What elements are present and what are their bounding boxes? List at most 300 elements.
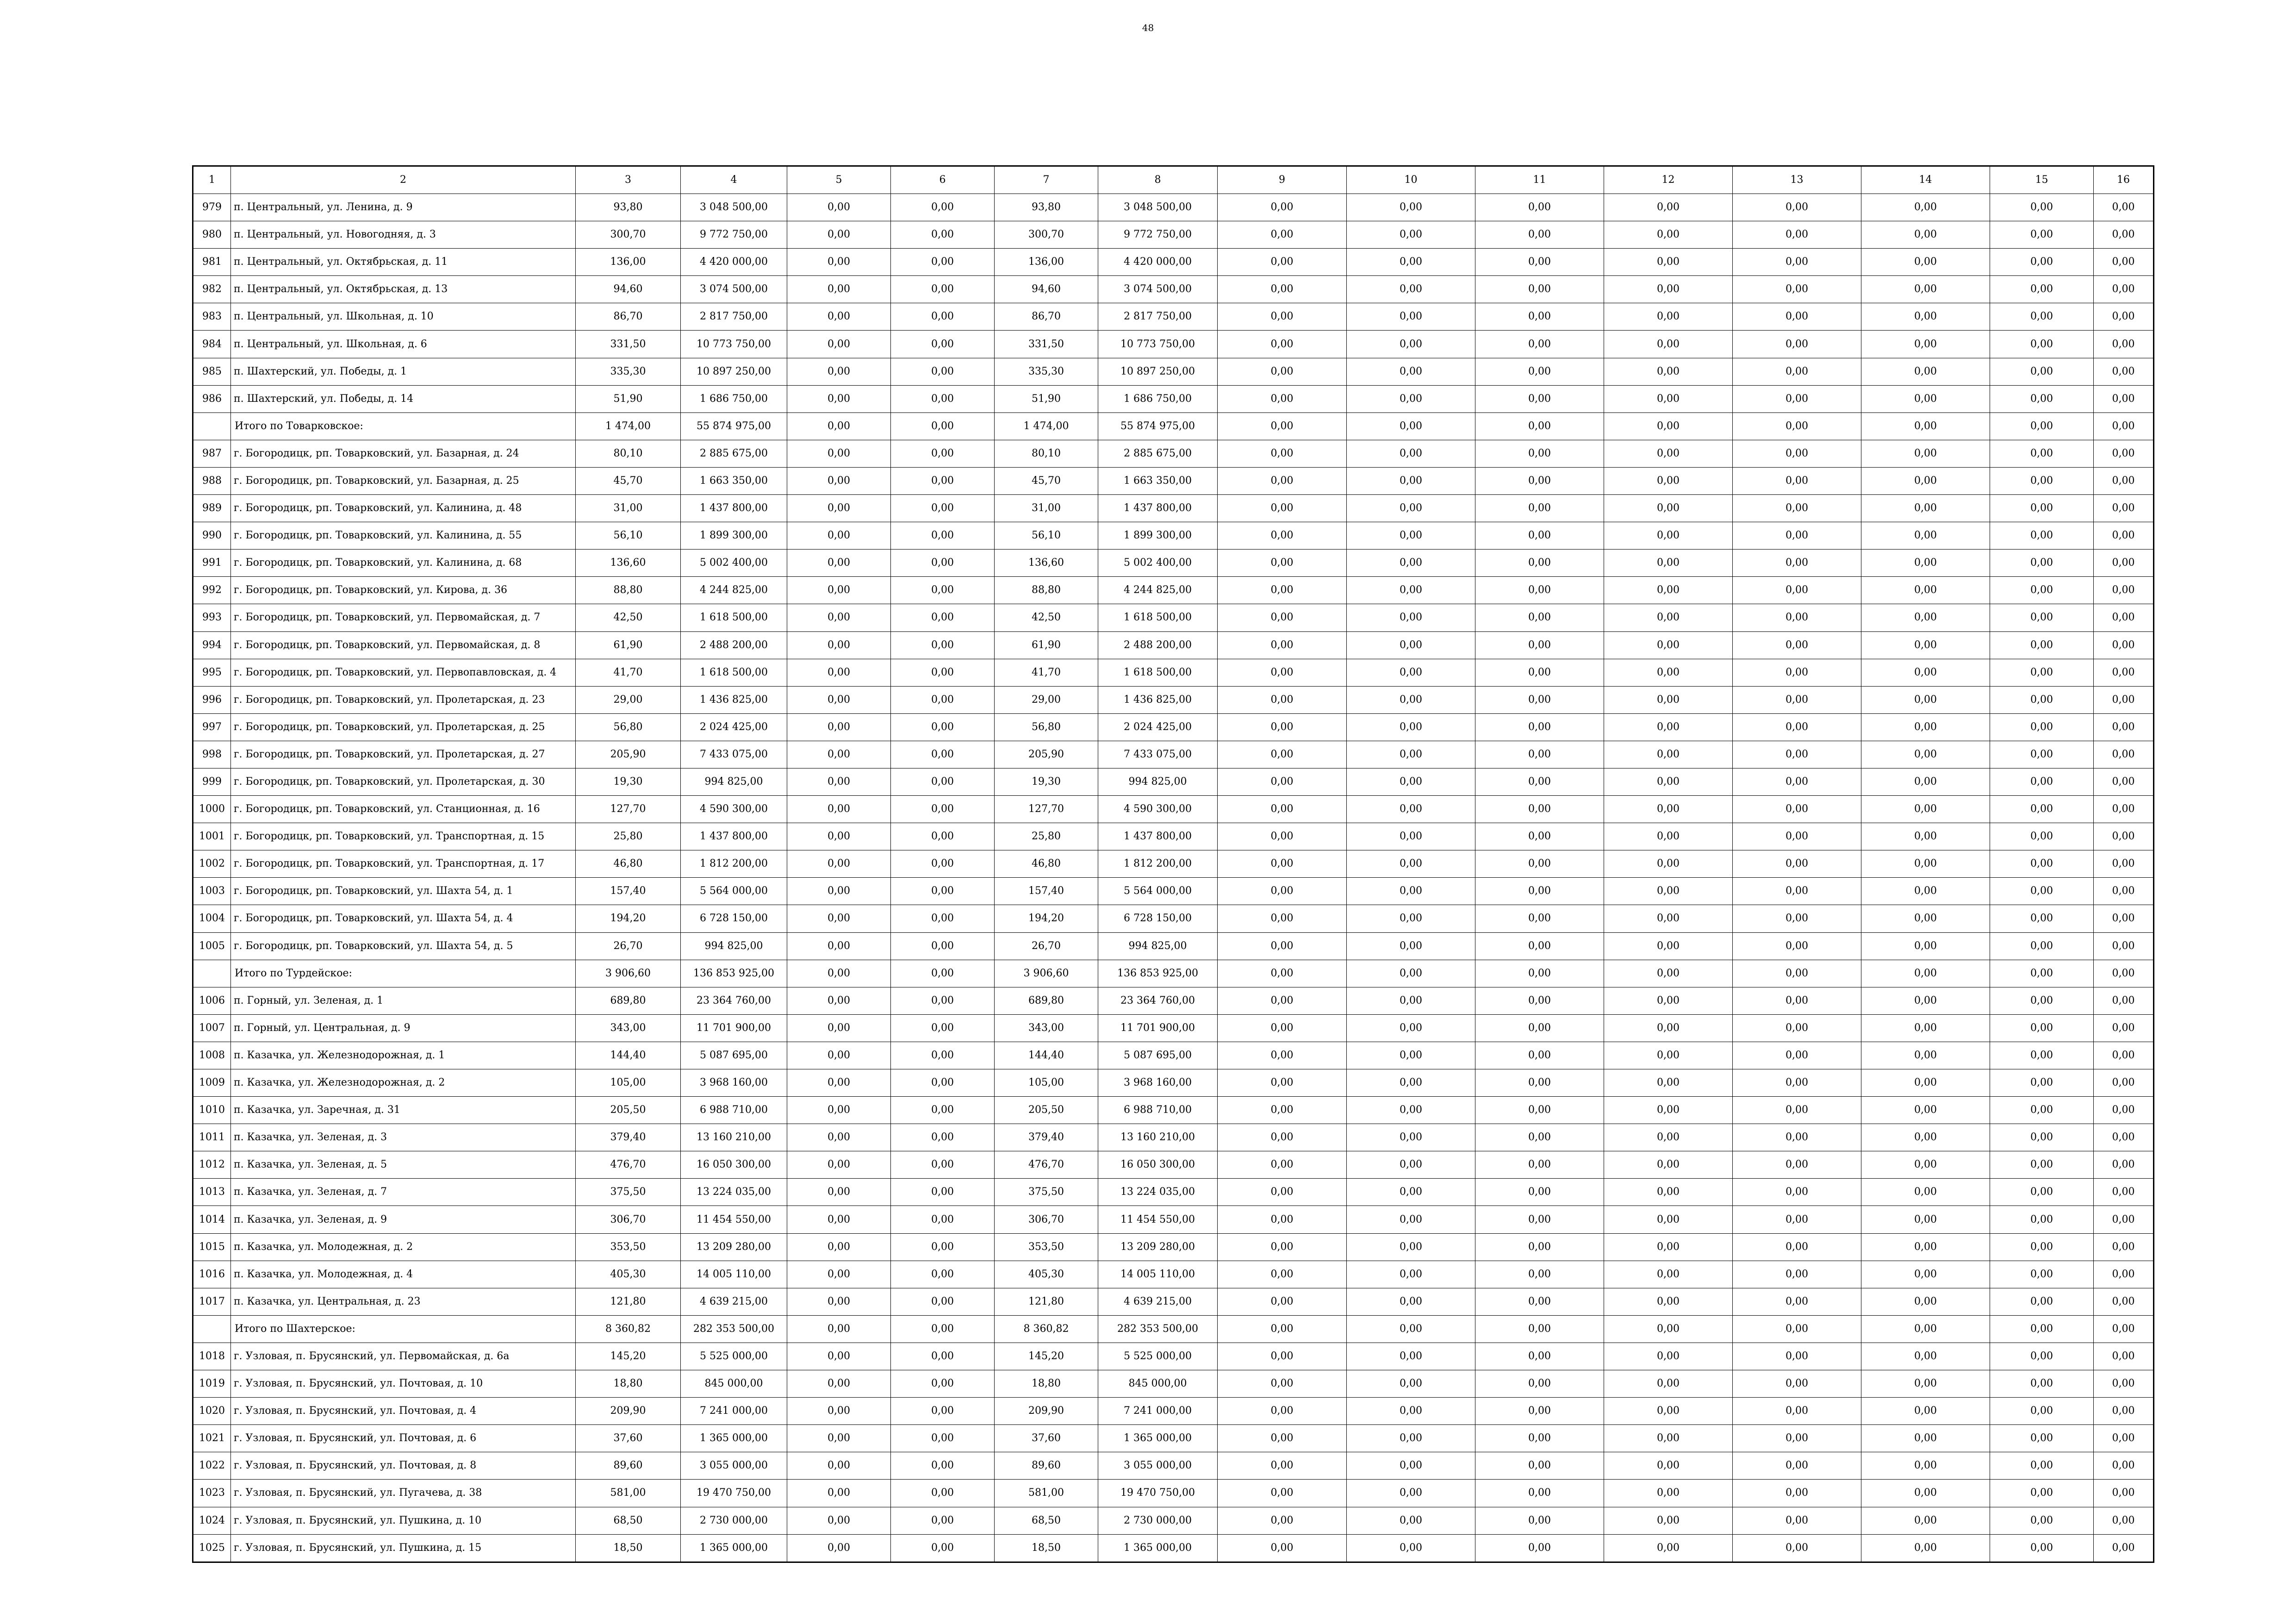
cell-value: 0,00 bbox=[1733, 1233, 1861, 1261]
cell-value: 88,80 bbox=[995, 577, 1098, 604]
cell-value: 0,00 bbox=[1475, 467, 1604, 494]
cell-value: 13 224 035,00 bbox=[681, 1179, 787, 1206]
cell-value: 13 224 035,00 bbox=[1098, 1179, 1218, 1206]
cell-value: 0,00 bbox=[1990, 1452, 2094, 1480]
cell-value: 0,00 bbox=[891, 1014, 995, 1042]
cell-number: 1021 bbox=[193, 1425, 231, 1452]
cell-value: 0,00 bbox=[1861, 1398, 1990, 1425]
table-row bbox=[193, 331, 2154, 358]
cell-value: 0,00 bbox=[1990, 331, 2094, 358]
cell-value: 0,00 bbox=[1733, 467, 1861, 494]
cell-value: 0,00 bbox=[1733, 522, 1861, 550]
cell-value: 0,00 bbox=[2094, 358, 2154, 385]
cell-value: 0,00 bbox=[1604, 932, 1733, 960]
cell-value: 0,00 bbox=[1733, 878, 1861, 905]
cell-value: 4 639 215,00 bbox=[1098, 1288, 1218, 1315]
cell-value: 0,00 bbox=[1861, 1069, 1990, 1097]
cell-value: 0,00 bbox=[1347, 960, 1475, 987]
cell-value: 145,20 bbox=[995, 1343, 1098, 1370]
cell-number bbox=[193, 412, 231, 440]
table-row bbox=[193, 1014, 2154, 1042]
cell-value: 0,00 bbox=[787, 276, 891, 303]
cell-value: 12 bbox=[1604, 166, 1733, 194]
cell-value: 1 436 825,00 bbox=[681, 686, 787, 713]
cell-value: 0,00 bbox=[2094, 249, 2154, 276]
cell-value: 18,80 bbox=[576, 1370, 681, 1398]
cell-value: 2 730 000,00 bbox=[681, 1507, 787, 1534]
cell-value: 0,00 bbox=[1218, 741, 1347, 768]
cell-value: 0,00 bbox=[1347, 194, 1475, 221]
cell-value: 0,00 bbox=[1475, 1370, 1604, 1398]
cell-value: 0,00 bbox=[787, 1480, 891, 1507]
cell-address: п. Казачка, ул. Молодежная, д. 4 bbox=[231, 1261, 576, 1288]
cell-value: 0,00 bbox=[1218, 1343, 1347, 1370]
cell-value: 0,00 bbox=[1475, 550, 1604, 577]
cell-value: 0,00 bbox=[1347, 1261, 1475, 1288]
cell-number: 986 bbox=[193, 385, 231, 412]
cell-value: 0,00 bbox=[1733, 713, 1861, 741]
cell-value: 0,00 bbox=[1347, 550, 1475, 577]
cell-value: 0,00 bbox=[2094, 467, 2154, 494]
cell-value: 0,00 bbox=[1604, 960, 1733, 987]
cell-value: 9 bbox=[1218, 166, 1347, 194]
cell-number: 1000 bbox=[193, 796, 231, 823]
cell-value: 0,00 bbox=[1990, 1069, 2094, 1097]
cell-address: п. Центральный, ул. Ленина, д. 9 bbox=[231, 194, 576, 221]
cell-value: 0,00 bbox=[1733, 1480, 1861, 1507]
cell-value: 0,00 bbox=[2094, 1452, 2154, 1480]
cell-value: 0,00 bbox=[1347, 1124, 1475, 1151]
cell-value: 19 470 750,00 bbox=[681, 1480, 787, 1507]
cell-value: 94,60 bbox=[995, 276, 1098, 303]
cell-value: 0,00 bbox=[1733, 1507, 1861, 1534]
cell-value: 1 812 200,00 bbox=[681, 850, 787, 878]
subtotal-row bbox=[193, 1315, 2154, 1343]
cell-value: 0,00 bbox=[1475, 1315, 1604, 1343]
cell-value: 1 365 000,00 bbox=[681, 1534, 787, 1562]
cell-value: 0,00 bbox=[1604, 1534, 1733, 1562]
cell-value: 205,50 bbox=[995, 1097, 1098, 1124]
cell-value: 0,00 bbox=[1347, 768, 1475, 795]
cell-value: 0,00 bbox=[2094, 686, 2154, 713]
cell-value: 0,00 bbox=[1861, 1425, 1990, 1452]
cell-value: 0,00 bbox=[2094, 604, 2154, 631]
cell-value: 0,00 bbox=[1604, 1480, 1733, 1507]
cell-value: 0,00 bbox=[2094, 303, 2154, 331]
cell-value: 14 005 110,00 bbox=[1098, 1261, 1218, 1288]
cell-value: 0,00 bbox=[1475, 1042, 1604, 1069]
cell-value: 0,00 bbox=[1475, 1425, 1604, 1452]
cell-value: 0,00 bbox=[1218, 467, 1347, 494]
cell-number: 1010 bbox=[193, 1097, 231, 1124]
cell-value: 0,00 bbox=[1347, 686, 1475, 713]
cell-value: 0,00 bbox=[787, 221, 891, 249]
cell-value: 0,00 bbox=[1218, 850, 1347, 878]
cell-address: г. Богородицк, рп. Товарковский, ул. Первомайская, д. 8 bbox=[231, 631, 576, 659]
cell-value: 0,00 bbox=[1861, 1343, 1990, 1370]
cell-value: 0,00 bbox=[1218, 440, 1347, 467]
cell-value: 0,00 bbox=[1475, 1534, 1604, 1562]
cell-value: 8 360,82 bbox=[576, 1315, 681, 1343]
cell-value: 13 209 280,00 bbox=[681, 1233, 787, 1261]
cell-value: 6 988 710,00 bbox=[1098, 1097, 1218, 1124]
cell-value: 0,00 bbox=[1475, 1124, 1604, 1151]
cell-value: 0,00 bbox=[1990, 1534, 2094, 1562]
cell-value: 10 897 250,00 bbox=[1098, 358, 1218, 385]
cell-value: 0,00 bbox=[1733, 796, 1861, 823]
cell-value: 41,70 bbox=[576, 659, 681, 686]
cell-value: 145,20 bbox=[576, 1343, 681, 1370]
cell-address: г. Узловая, п. Брусянский, ул. Пушкина, д. 10 bbox=[231, 1507, 576, 1534]
cell-number: 1015 bbox=[193, 1233, 231, 1261]
cell-value: 0,00 bbox=[1218, 522, 1347, 550]
cell-value: 25,80 bbox=[576, 823, 681, 850]
cell-value: 0,00 bbox=[891, 905, 995, 932]
cell-number: 1018 bbox=[193, 1343, 231, 1370]
cell-value: 0,00 bbox=[787, 987, 891, 1014]
cell-value: 5 564 000,00 bbox=[681, 878, 787, 905]
cell-value: 0,00 bbox=[1733, 412, 1861, 440]
cell-value: 0,00 bbox=[891, 1343, 995, 1370]
cell-value: 0,00 bbox=[1604, 1151, 1733, 1179]
cell-value: 0,00 bbox=[891, 960, 995, 987]
cell-value: 5 564 000,00 bbox=[1098, 878, 1218, 905]
cell-value: 4 420 000,00 bbox=[681, 249, 787, 276]
cell-number: 1003 bbox=[193, 878, 231, 905]
cell-value: 0,00 bbox=[1347, 358, 1475, 385]
cell-value: 0,00 bbox=[1990, 1124, 2094, 1151]
cell-address: г. Богородицк, рп. Товарковский, ул. Калинина, д. 68 bbox=[231, 550, 576, 577]
cell-value: 0,00 bbox=[1347, 905, 1475, 932]
cell-value: 56,80 bbox=[995, 713, 1098, 741]
cell-value: 379,40 bbox=[576, 1124, 681, 1151]
table-row bbox=[193, 905, 2154, 932]
cell-number bbox=[193, 1315, 231, 1343]
cell-value: 0,00 bbox=[1475, 249, 1604, 276]
cell-value: 0,00 bbox=[1861, 1206, 1990, 1233]
cell-value: 0,00 bbox=[1733, 659, 1861, 686]
cell-value: 0,00 bbox=[891, 850, 995, 878]
cell-value: 23 364 760,00 bbox=[1098, 987, 1218, 1014]
cell-value: 0,00 bbox=[1861, 249, 1990, 276]
cell-value: 0,00 bbox=[2094, 768, 2154, 795]
table-row bbox=[193, 276, 2154, 303]
cell-value: 0,00 bbox=[1861, 741, 1990, 768]
cell-value: 0,00 bbox=[1475, 960, 1604, 987]
table-row bbox=[193, 1069, 2154, 1097]
data-table bbox=[192, 165, 2154, 1563]
table-row bbox=[193, 1534, 2154, 1562]
cell-value: 18,50 bbox=[576, 1534, 681, 1562]
cell-value: 5 087 695,00 bbox=[681, 1042, 787, 1069]
cell-address: п. Казачка, ул. Молодежная, д. 2 bbox=[231, 1233, 576, 1261]
table-row bbox=[193, 604, 2154, 631]
cell-value: 0,00 bbox=[2094, 1315, 2154, 1343]
cell-value: 300,70 bbox=[995, 221, 1098, 249]
cell-value: 0,00 bbox=[1861, 440, 1990, 467]
cell-value: 0,00 bbox=[1475, 1014, 1604, 1042]
cell-value: 0,00 bbox=[1218, 932, 1347, 960]
cell-value: 0,00 bbox=[1861, 850, 1990, 878]
cell-value: 1 365 000,00 bbox=[1098, 1534, 1218, 1562]
table-row bbox=[193, 1370, 2154, 1398]
cell-value: 0,00 bbox=[787, 768, 891, 795]
cell-value: 0,00 bbox=[1604, 796, 1733, 823]
cell-value: 379,40 bbox=[995, 1124, 1098, 1151]
cell-value: 6 bbox=[891, 166, 995, 194]
cell-value: 0,00 bbox=[1475, 686, 1604, 713]
cell-value: 0,00 bbox=[1733, 1534, 1861, 1562]
table-row bbox=[193, 1288, 2154, 1315]
cell-value: 0,00 bbox=[1733, 358, 1861, 385]
cell-value: 0,00 bbox=[1733, 741, 1861, 768]
cell-address: п. Казачка, ул. Зеленая, д. 7 bbox=[231, 1179, 576, 1206]
cell-value: 0,00 bbox=[1990, 1315, 2094, 1343]
cell-value: 0,00 bbox=[1475, 358, 1604, 385]
cell-address: г. Богородицк, рп. Товарковский, ул. Пролетарская, д. 30 bbox=[231, 768, 576, 795]
cell-value: 61,90 bbox=[576, 631, 681, 659]
cell-value: 0,00 bbox=[1861, 221, 1990, 249]
cell-value: 0,00 bbox=[1218, 768, 1347, 795]
cell-value: 0,00 bbox=[1733, 1206, 1861, 1233]
cell-address: г. Богородицк, рп. Товарковский, ул. Базарная, д. 24 bbox=[231, 440, 576, 467]
cell-value: 0,00 bbox=[1604, 550, 1733, 577]
cell-value: 80,10 bbox=[995, 440, 1098, 467]
cell-value: 0,00 bbox=[891, 1288, 995, 1315]
cell-value: 0,00 bbox=[1990, 550, 2094, 577]
table-row bbox=[193, 932, 2154, 960]
cell-value: 4 bbox=[681, 166, 787, 194]
cell-number: 1012 bbox=[193, 1151, 231, 1179]
cell-value: 0,00 bbox=[1475, 1233, 1604, 1261]
table-row bbox=[193, 550, 2154, 577]
cell-value: 0,00 bbox=[1733, 604, 1861, 631]
cell-value: 0,00 bbox=[1733, 276, 1861, 303]
cell-value: 3 074 500,00 bbox=[681, 276, 787, 303]
cell-value: 0,00 bbox=[1218, 550, 1347, 577]
cell-value: 0,00 bbox=[1347, 1343, 1475, 1370]
table-row bbox=[193, 1343, 2154, 1370]
cell-value: 46,80 bbox=[995, 850, 1098, 878]
cell-value: 0,00 bbox=[787, 1507, 891, 1534]
cell-value: 0,00 bbox=[787, 1206, 891, 1233]
cell-number: 999 bbox=[193, 768, 231, 795]
cell-value: 0,00 bbox=[787, 1069, 891, 1097]
cell-value: 0,00 bbox=[1990, 768, 2094, 795]
cell-value: 994 825,00 bbox=[681, 768, 787, 795]
cell-value: 86,70 bbox=[995, 303, 1098, 331]
cell-number: 1024 bbox=[193, 1507, 231, 1534]
cell-value: 0,00 bbox=[891, 932, 995, 960]
cell-value: 3 968 160,00 bbox=[1098, 1069, 1218, 1097]
cell-value: 0,00 bbox=[1218, 1261, 1347, 1288]
cell-value: 0,00 bbox=[787, 577, 891, 604]
cell-value: 0,00 bbox=[1475, 385, 1604, 412]
table-row bbox=[193, 741, 2154, 768]
cell-value: 16 bbox=[2094, 166, 2154, 194]
cell-value: 0,00 bbox=[1861, 303, 1990, 331]
cell-value: 0,00 bbox=[1861, 331, 1990, 358]
table-row bbox=[193, 495, 2154, 522]
cell-value: 0,00 bbox=[1604, 221, 1733, 249]
cell-value: 0,00 bbox=[1604, 358, 1733, 385]
cell-number: 987 bbox=[193, 440, 231, 467]
cell-value: 0,00 bbox=[1990, 905, 2094, 932]
cell-value: 0,00 bbox=[1475, 221, 1604, 249]
table-row bbox=[193, 823, 2154, 850]
cell-value: 136 853 925,00 bbox=[681, 960, 787, 987]
table-row bbox=[193, 1261, 2154, 1288]
cell-number: 1011 bbox=[193, 1124, 231, 1151]
cell-value: 0,00 bbox=[1347, 1507, 1475, 1534]
cell-value: 0,00 bbox=[1990, 1097, 2094, 1124]
cell-value: 0,00 bbox=[1475, 1069, 1604, 1097]
cell-value: 0,00 bbox=[1733, 1425, 1861, 1452]
cell-value: 2 730 000,00 bbox=[1098, 1507, 1218, 1534]
cell-value: 7 bbox=[995, 166, 1098, 194]
cell-value: 689,80 bbox=[995, 987, 1098, 1014]
cell-value: 5 002 400,00 bbox=[1098, 550, 1218, 577]
cell-value: 0,00 bbox=[1990, 412, 2094, 440]
cell-value: 0,00 bbox=[1347, 823, 1475, 850]
cell-value: 0,00 bbox=[1347, 713, 1475, 741]
cell-address: г. Богородицк, рп. Товарковский, ул. Пролетарская, д. 25 bbox=[231, 713, 576, 741]
cell-value: 0,00 bbox=[1990, 495, 2094, 522]
table-row bbox=[193, 1425, 2154, 1452]
cell-value: 0,00 bbox=[1861, 1315, 1990, 1343]
cell-value: 0,00 bbox=[1218, 358, 1347, 385]
cell-value: 0,00 bbox=[1990, 713, 2094, 741]
table-row bbox=[193, 194, 2154, 221]
cell-number: 1002 bbox=[193, 850, 231, 878]
cell-value: 209,90 bbox=[576, 1398, 681, 1425]
cell-value: 0,00 bbox=[1475, 331, 1604, 358]
cell-value: 0,00 bbox=[891, 303, 995, 331]
cell-value: 0,00 bbox=[787, 1534, 891, 1562]
cell-value: 0,00 bbox=[1218, 604, 1347, 631]
cell-value: 0,00 bbox=[1604, 1042, 1733, 1069]
cell-value: 45,70 bbox=[576, 467, 681, 494]
cell-address: п. Горный, ул. Зеленая, д. 1 bbox=[231, 987, 576, 1014]
cell-value: 0,00 bbox=[1347, 276, 1475, 303]
cell-value: 0,00 bbox=[891, 194, 995, 221]
cell-number: 979 bbox=[193, 194, 231, 221]
cell-value: 0,00 bbox=[891, 741, 995, 768]
cell-number: 997 bbox=[193, 713, 231, 741]
cell-value: 0,00 bbox=[891, 823, 995, 850]
cell-value: 0,00 bbox=[1475, 194, 1604, 221]
cell-number: 993 bbox=[193, 604, 231, 631]
cell-value: 0,00 bbox=[1347, 1398, 1475, 1425]
cell-value: 4 590 300,00 bbox=[681, 796, 787, 823]
cell-value: 0,00 bbox=[1475, 631, 1604, 659]
cell-value: 0,00 bbox=[787, 440, 891, 467]
cell-address: г. Узловая, п. Брусянский, ул. Почтовая, д. 4 bbox=[231, 1398, 576, 1425]
cell-value: 0,00 bbox=[1218, 1452, 1347, 1480]
cell-value: 31,00 bbox=[995, 495, 1098, 522]
cell-value: 0,00 bbox=[1604, 1315, 1733, 1343]
table-row bbox=[193, 878, 2154, 905]
cell-value: 6 728 150,00 bbox=[1098, 905, 1218, 932]
cell-value: 0,00 bbox=[2094, 741, 2154, 768]
cell-value: 0,00 bbox=[1218, 878, 1347, 905]
cell-value: 0,00 bbox=[1347, 412, 1475, 440]
cell-number: 1014 bbox=[193, 1206, 231, 1233]
cell-value: 1 474,00 bbox=[995, 412, 1098, 440]
cell-value: 0,00 bbox=[1990, 358, 2094, 385]
cell-address: п. Центральный, ул. Октябрьская, д. 11 bbox=[231, 249, 576, 276]
cell-value: 0,00 bbox=[1990, 1507, 2094, 1534]
cell-value: 0,00 bbox=[891, 1261, 995, 1288]
cell-value: 0,00 bbox=[1861, 659, 1990, 686]
cell-number: 1025 bbox=[193, 1534, 231, 1562]
cell-value: 5 525 000,00 bbox=[1098, 1343, 1218, 1370]
cell-value: 0,00 bbox=[1475, 1151, 1604, 1179]
cell-value: 0,00 bbox=[1733, 1370, 1861, 1398]
cell-value: 0,00 bbox=[1861, 577, 1990, 604]
cell-value: 0,00 bbox=[1347, 1069, 1475, 1097]
cell-value: 0,00 bbox=[1990, 577, 2094, 604]
cell-value: 1 899 300,00 bbox=[681, 522, 787, 550]
cell-value: 5 087 695,00 bbox=[1098, 1042, 1218, 1069]
cell-value: 29,00 bbox=[576, 686, 681, 713]
table-row bbox=[193, 686, 2154, 713]
table-row bbox=[193, 850, 2154, 878]
cell-value: 3 048 500,00 bbox=[681, 194, 787, 221]
cell-value: 7 241 000,00 bbox=[1098, 1398, 1218, 1425]
cell-number: 1020 bbox=[193, 1398, 231, 1425]
cell-value: 0,00 bbox=[1733, 1069, 1861, 1097]
cell-value: 0,00 bbox=[1861, 495, 1990, 522]
cell-value: 0,00 bbox=[1218, 631, 1347, 659]
cell-value: 144,40 bbox=[576, 1042, 681, 1069]
cell-value: 0,00 bbox=[1218, 659, 1347, 686]
cell-value: 0,00 bbox=[891, 1534, 995, 1562]
cell-value: 0,00 bbox=[1604, 905, 1733, 932]
cell-value: 1 618 500,00 bbox=[1098, 604, 1218, 631]
cell-value: 0,00 bbox=[1347, 631, 1475, 659]
cell-value: 2 885 675,00 bbox=[681, 440, 787, 467]
cell-value: 0,00 bbox=[1990, 604, 2094, 631]
cell-value: 0,00 bbox=[1347, 1097, 1475, 1124]
cell-value: 0,00 bbox=[787, 303, 891, 331]
cell-value: 0,00 bbox=[1475, 522, 1604, 550]
cell-value: 3 074 500,00 bbox=[1098, 276, 1218, 303]
cell-value: 0,00 bbox=[787, 467, 891, 494]
cell-value: 0,00 bbox=[1861, 713, 1990, 741]
cell-value: 0,00 bbox=[1475, 796, 1604, 823]
cell-value: 2 488 200,00 bbox=[1098, 631, 1218, 659]
cell-value: 8 360,82 bbox=[995, 1315, 1098, 1343]
cell-value: 0,00 bbox=[1475, 1288, 1604, 1315]
cell-value: 2 885 675,00 bbox=[1098, 440, 1218, 467]
cell-value: 0,00 bbox=[1990, 440, 2094, 467]
cell-value: 0,00 bbox=[1604, 577, 1733, 604]
cell-value: 0,00 bbox=[891, 1398, 995, 1425]
cell-value: 0,00 bbox=[1475, 577, 1604, 604]
cell-value: 0,00 bbox=[1218, 1069, 1347, 1097]
cell-value: 0,00 bbox=[2094, 1233, 2154, 1261]
cell-value: 0,00 bbox=[1861, 987, 1990, 1014]
cell-value: 0,00 bbox=[1475, 905, 1604, 932]
cell-value: 0,00 bbox=[1733, 960, 1861, 987]
cell-number: 1022 bbox=[193, 1452, 231, 1480]
cell-value: 0,00 bbox=[1218, 249, 1347, 276]
cell-value: 13 bbox=[1733, 166, 1861, 194]
cell-value: 0,00 bbox=[1733, 905, 1861, 932]
cell-value: 0,00 bbox=[787, 249, 891, 276]
cell-value: 26,70 bbox=[576, 932, 681, 960]
